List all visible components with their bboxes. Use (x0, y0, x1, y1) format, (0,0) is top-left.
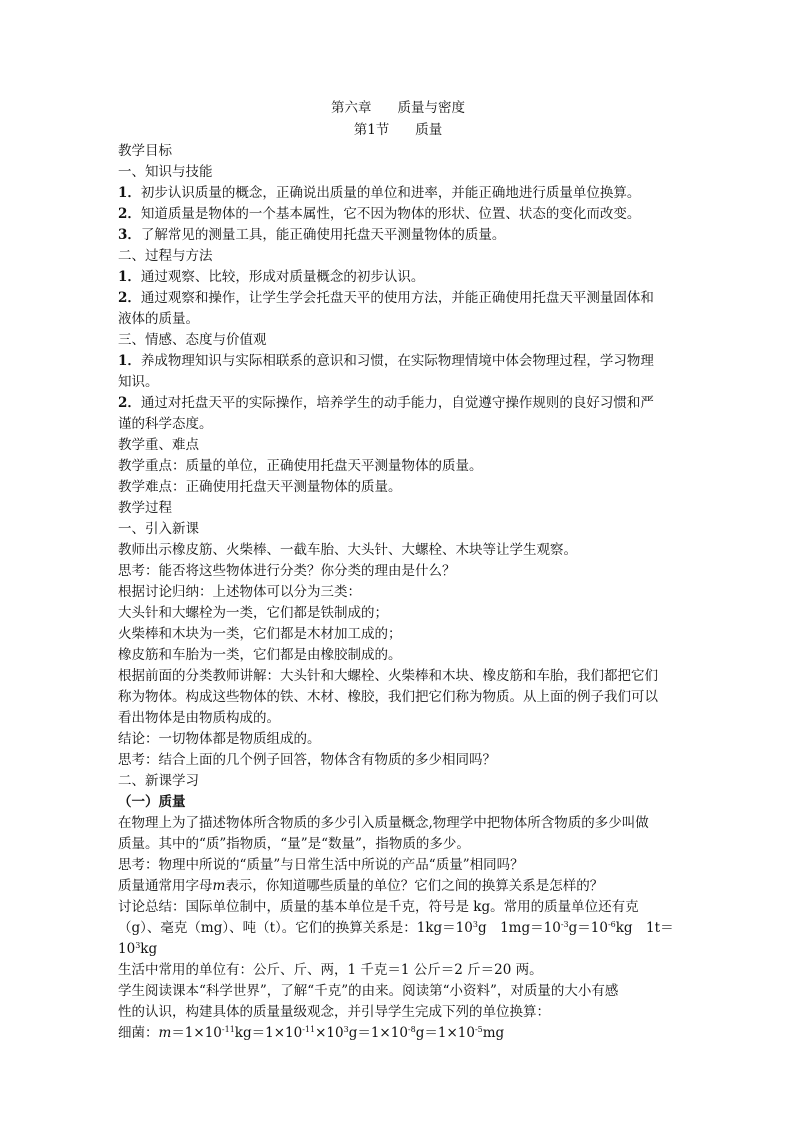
section-title (118, 119, 678, 141)
paragraph: 大头针和大螺栓为一类，它们都是铁制成的； (118, 605, 388, 621)
knowledge-heading: 一、知识与技能 (118, 164, 213, 180)
paragraph: 生活中常用的单位有：公斤、斤、两，1 千克＝1 公斤＝2 斤＝20 两。 (118, 962, 543, 978)
difficult-point: 教学难点：正确使用托盘天平测量物体的质量。 (118, 479, 402, 495)
chapter-title (118, 97, 678, 119)
conversion-formula: （g）、毫克（mg）、吨（t）。它们的换算关系是：$1kg=10^3g$ $1mg=10^{-3}g=10^{-6}kg$ 1t＝ (118, 920, 674, 936)
paragraph: 性的认识，构建具体的质量量级观念，并引导学生完成下列的单位换算： (118, 1004, 550, 1020)
section-name: 质量 (415, 122, 443, 138)
emotion-heading: 三、情感、态度与价值观 (118, 332, 267, 348)
process-item-2-cont: 液体的质量。 (118, 311, 199, 327)
document-page (118, 97, 678, 1044)
emotion-item-1-cont: 知识。 (118, 374, 159, 390)
paragraph: 火柴棒和木块为一类，它们都是木材加工成的； (118, 626, 402, 642)
keypoints-heading: 教学重、难点 (118, 437, 199, 453)
paragraph: 橡皮筋和车胎为一类，它们都是由橡胶制成的。 (118, 647, 402, 663)
bacteria-formula: 细菌：$m=1\times 10^{-11}kg=1\times 10^{-11}\times 10^3g=1\times 10^{-8}g=1\times 10^{-5}mg$ (118, 1025, 505, 1041)
new-lesson-heading: 二、新课学习 (118, 773, 199, 789)
section-number: 第1节 (353, 122, 390, 138)
mass-heading: （一）质量 (118, 794, 186, 810)
paragraph: 思考：能否将这些物体进行分类？你分类的理由是什么？ (118, 563, 456, 579)
process-heading: 教学过程 (118, 500, 172, 516)
knowledge-item-2: 2．知道质量是物体的一个基本属性，它不因为物体的形状、位置、状态的变化而改变。 (118, 206, 641, 222)
paragraph: 思考：结合上面的几个例子回答，物体含有物质的多少相同吗？ (118, 752, 496, 768)
paragraph: 根据讨论归纳：上述物体可以分为三类： (118, 584, 361, 600)
process-item-1: 1．通过观察、比较，形成对质量概念的初步认识。 (118, 269, 425, 285)
paragraph: 讨论总结：国际单位制中，质量的基本单位是千克，符号是 kg。常用的质量单位还有克 (118, 899, 639, 915)
paragraph: 教师出示橡皮筋、火柴棒、一截车胎、大头针、大螺栓、木块等让学生观察。 (118, 542, 577, 558)
chapter-number: 第六章 (331, 100, 372, 116)
chapter-name: 质量与密度 (397, 100, 465, 116)
process-item-2: 2．通过观察和操作，让学生学会托盘天平的使用方法，并能正确使用托盘天平测量固体和 (118, 290, 654, 306)
paragraph: 学生阅读课本“科学世界”，了解“千克”的由来。阅读第“小资料”，对质量的大小有感 (118, 983, 619, 999)
paragraph: 在物理上为了描述物体所含物质的多少引入质量概念,物理学中把物体所含物质的多少叫做 (118, 815, 649, 831)
knowledge-item-3: 3．了解常见的测量工具，能正确使用托盘天平测量物体的质量。 (118, 227, 506, 243)
conversion-formula-cont: $10^3kg$ (118, 941, 158, 957)
paragraph: 质量通常用字母m表示，你知道哪些质量的单位？它们之间的换算关系是怎样的？ (118, 878, 604, 894)
objectives-heading: 教学目标 (118, 143, 172, 159)
intro-heading: 一、引入新课 (118, 521, 199, 537)
knowledge-item-1: 1．初步认识质量的概念，正确说出质量的单位和进率，并能正确地进行质量单位换算。 (118, 185, 641, 201)
paragraph: 思考：物理中所说的“质量”与日常生活中所说的产品“质量”相同吗？ (118, 857, 524, 873)
emotion-item-2: 2．通过对托盘天平的实际操作，培养学生的动手能力，自觉遵守操作规则的良好习惯和严 (118, 395, 654, 411)
emotion-item-2-cont: 谨的科学态度。 (118, 416, 213, 432)
conclusion: 结论：一切物体都是物质组成的。 (118, 731, 321, 747)
key-point: 教学重点：质量的单位，正确使用托盘天平测量物体的质量。 (118, 458, 483, 474)
paragraph: 称为物体。构成这些物体的铁、木材、橡胶，我们把它们称为物质。从上面的例子我们可以 (118, 689, 658, 705)
paragraph: 根据前面的分类教师讲解：大头针和大螺栓、火柴棒和木块、橡皮筋和车胎，我们都把它们 (118, 668, 658, 684)
paragraph: 看出物体是由物质构成的。 (118, 710, 280, 726)
process-method-heading: 二、过程与方法 (118, 248, 213, 264)
paragraph: 质量。其中的“质”指物质，“量”是“数量”，指物质的多少。 (118, 836, 470, 852)
emotion-item-1: 1．养成物理知识与实际相联系的意识和习惯，在实际物理情境中体会物理过程，学习物理 (118, 353, 654, 369)
